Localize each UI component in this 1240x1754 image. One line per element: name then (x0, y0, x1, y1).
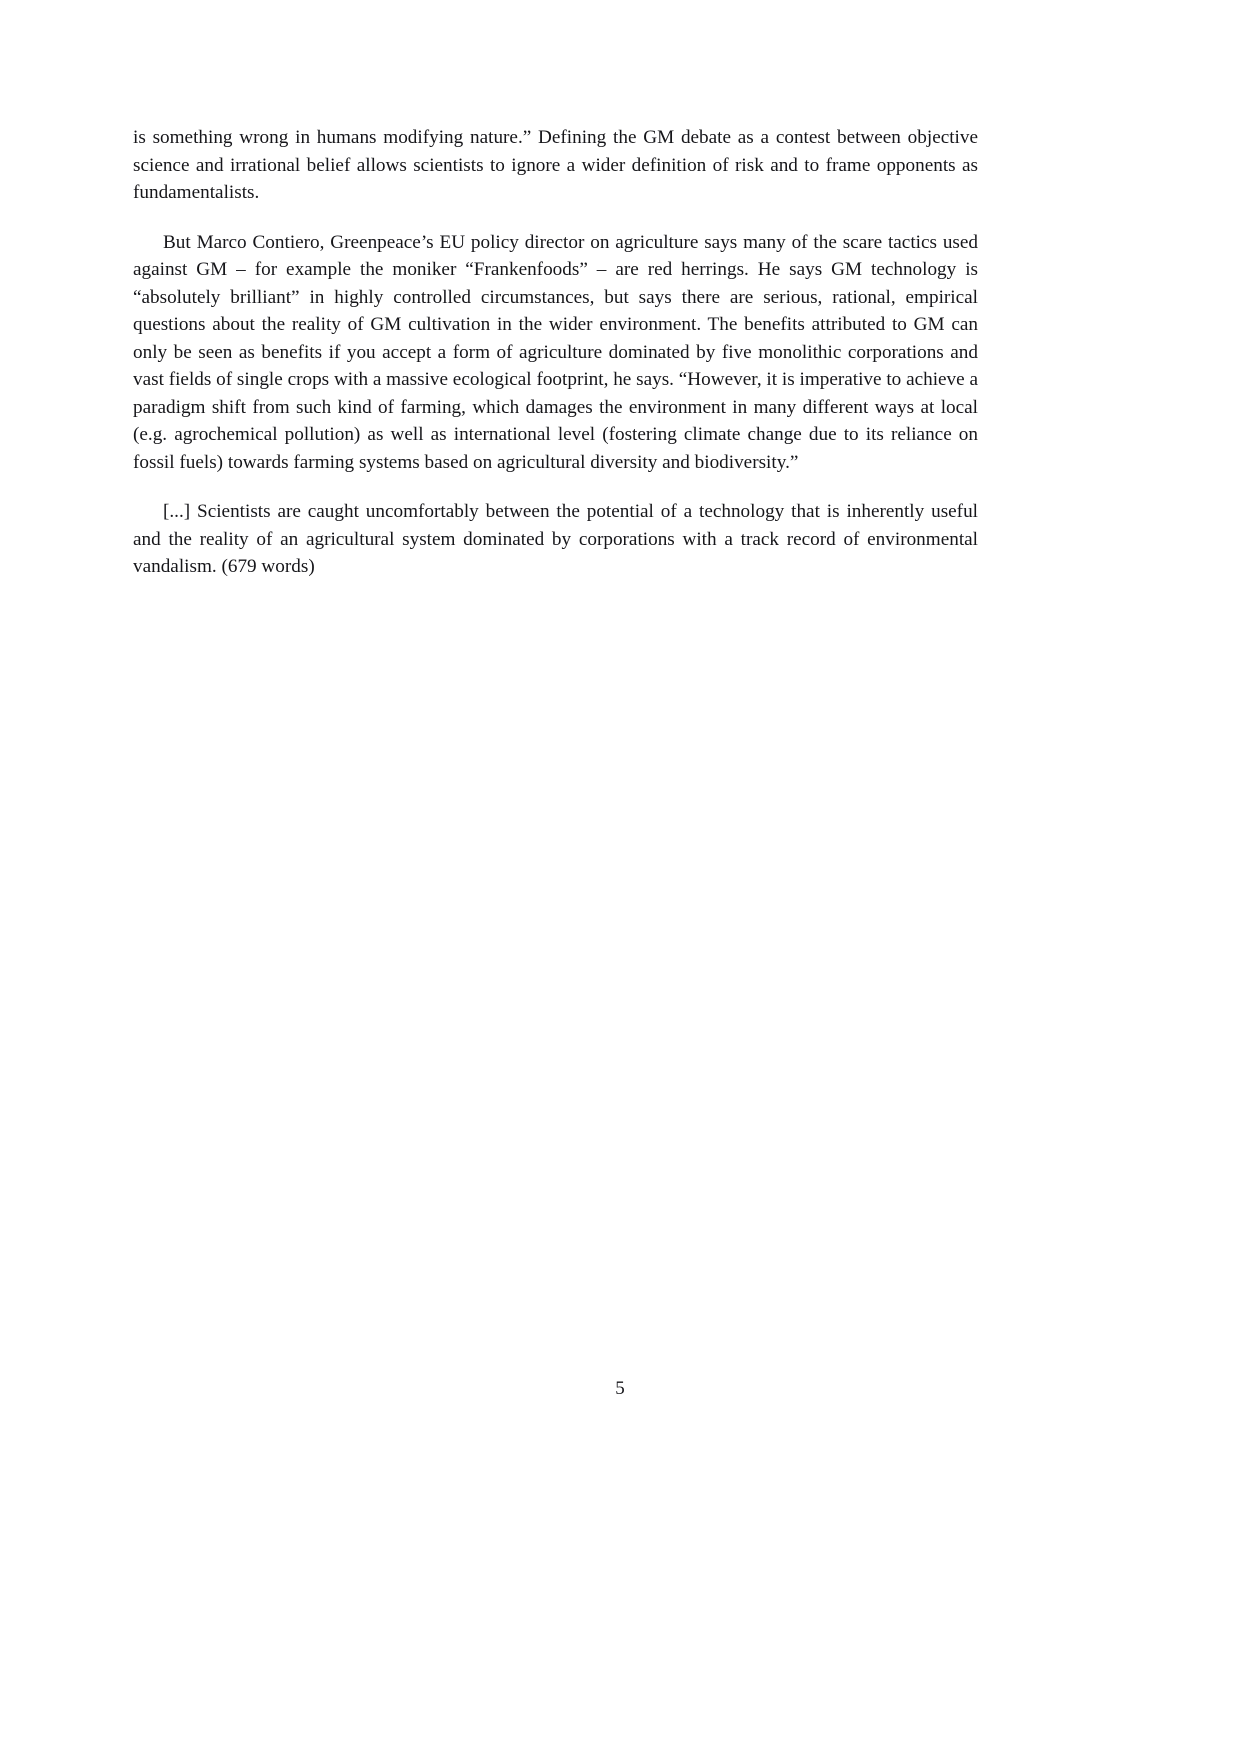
paragraph-contiero: But Marco Contiero, Greenpeace’s EU policy director on agriculture says many of the scare tactics used against GM – for example the moniker “Frankenfoods” – are red herrings. He says GM technology is “absolutely brilliant” in highly controlled circumstances, but says there are serious, rational, empirical questions about the reality of GM cultivation in the wider environment. The benefits attributed to GM can only be seen as benefits if you accept a form of agriculture dominated by five monolithic corporations and vast fields of single crops with a massive ecological footprint, he says. “However, it is imperative to achieve a paradigm shift from such kind of farming, which damages the environment in many different ways at local (e.g. agrochemical pollution) as well as international level (fostering climate change due to its reliance on fossil fuels) towards farming systems based on agricultural diversity and biodiversity.” (133, 231, 978, 473)
paragraph-scientists: [...] Scientists are caught uncomfortably between the potential of a technology that is inherently useful and the reality of an agricultural system dominated by corporations with a track record of environmental vandalism. (679 words) (133, 501, 978, 577)
paragraph-continued: is something wrong in humans modifying nature.” Defining the GM debate as a contest between objective science and irrational belief allows scientists to ignore a wider definition of risk and to frame opponents as fundamentalists. (133, 127, 978, 203)
page-number: 5 (615, 1378, 625, 1399)
body-text (133, 124, 978, 581)
